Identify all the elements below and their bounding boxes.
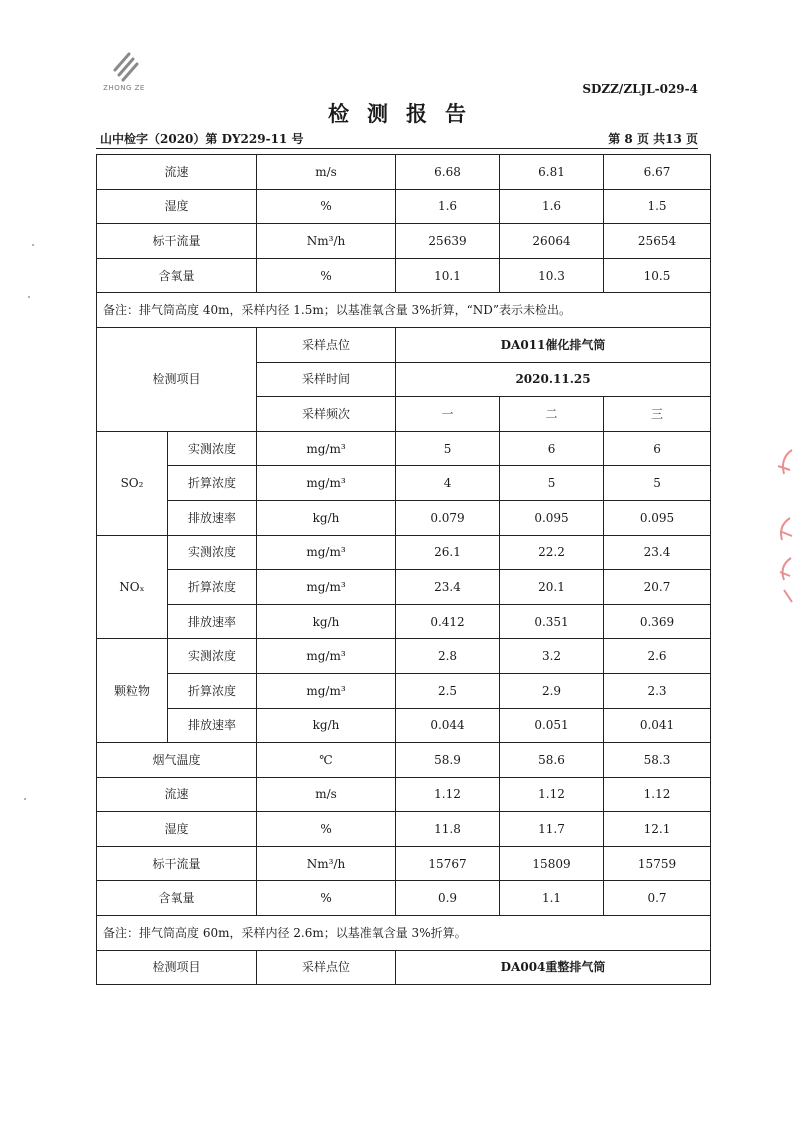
metric-name: 折算浓度 — [168, 466, 257, 501]
table-row — [97, 258, 711, 293]
param-unit: m/s — [257, 777, 396, 812]
value-cell: 26064 — [500, 224, 604, 259]
metric-name: 排放速率 — [168, 708, 257, 743]
item-header: 检测项目 — [97, 327, 257, 431]
header-rule — [96, 148, 698, 149]
metric-unit: mg/m³ — [257, 535, 396, 570]
value-cell: 3.2 — [500, 639, 604, 674]
scan-speck — [28, 296, 30, 298]
value-cell: 58.3 — [604, 743, 711, 778]
value-cell: 5 — [500, 466, 604, 501]
value-cell: 23.4 — [604, 535, 711, 570]
param-name: 流速 — [97, 777, 257, 812]
value-cell: 0.044 — [396, 708, 500, 743]
value-cell: 26.1 — [396, 535, 500, 570]
param-name: 湿度 — [97, 812, 257, 847]
value-cell: 0.051 — [500, 708, 604, 743]
value-cell: 58.9 — [396, 743, 500, 778]
value-cell: 1.1 — [500, 881, 604, 916]
table-row — [97, 673, 711, 708]
value-cell: 20.1 — [500, 570, 604, 605]
metric-unit: kg/h — [257, 500, 396, 535]
value-cell: 0.095 — [500, 500, 604, 535]
metric-name: 排放速率 — [168, 604, 257, 639]
value-cell: 6.81 — [500, 155, 604, 190]
value-cell: 10.3 — [500, 258, 604, 293]
table-note: 备注：排气筒高度 60m，采样内径 2.6m；以基准氧含量 3%折算。 — [97, 916, 711, 951]
metric-unit: mg/m³ — [257, 431, 396, 466]
table-row — [97, 708, 711, 743]
table-row — [97, 777, 711, 812]
table-row — [97, 604, 711, 639]
value-cell: 4 — [396, 466, 500, 501]
value-cell: 10.1 — [396, 258, 500, 293]
value-cell: 11.7 — [500, 812, 604, 847]
page-title: 检测报告 — [328, 101, 484, 126]
param-name: 标干流量 — [97, 224, 257, 259]
table-row — [97, 466, 711, 501]
table-row — [97, 535, 711, 570]
value-cell: 22.2 — [500, 535, 604, 570]
note-row — [97, 293, 711, 328]
value-cell: 2.5 — [396, 673, 500, 708]
value-cell: 6.67 — [604, 155, 711, 190]
value-cell: 2.6 — [604, 639, 711, 674]
scan-speck — [24, 798, 26, 800]
freq-cell: 三 — [604, 397, 711, 432]
table-row — [97, 570, 711, 605]
param-unit: ℃ — [257, 743, 396, 778]
metric-unit: mg/m³ — [257, 466, 396, 501]
pollutant-name: SO₂ — [97, 431, 168, 535]
time-label: 采样时间 — [257, 362, 396, 397]
red-seal-fragment — [770, 440, 794, 610]
metric-unit: mg/m³ — [257, 639, 396, 674]
table-row — [97, 881, 711, 916]
table-row — [97, 812, 711, 847]
metric-name: 实测浓度 — [168, 639, 257, 674]
param-unit: % — [257, 258, 396, 293]
table-row — [97, 743, 711, 778]
value-cell: 0.7 — [604, 881, 711, 916]
table-row — [97, 224, 711, 259]
value-cell: 15767 — [396, 846, 500, 881]
point-value: DA011催化排气筒 — [396, 327, 711, 362]
value-cell: 15759 — [604, 846, 711, 881]
report-number: 山中检字（2020）第 DY229-11 号 — [100, 132, 304, 146]
metric-name: 折算浓度 — [168, 570, 257, 605]
value-cell: 0.079 — [396, 500, 500, 535]
value-cell: 5 — [604, 466, 711, 501]
metric-name: 折算浓度 — [168, 673, 257, 708]
param-name: 湿度 — [97, 189, 257, 224]
page-number: 第 8 页 共13 页 — [608, 132, 698, 146]
freq-label: 采样频次 — [257, 397, 396, 432]
metric-unit: kg/h — [257, 604, 396, 639]
param-unit: Nm³/h — [257, 224, 396, 259]
document-code: SDZZ/ZLJL-029-4 — [582, 82, 698, 96]
table-row — [97, 639, 711, 674]
company-logo — [100, 48, 148, 92]
zhongze-logo-icon — [107, 48, 141, 82]
test-results-table — [96, 154, 711, 985]
param-unit: % — [257, 812, 396, 847]
table-row — [97, 950, 711, 985]
value-cell: 2.3 — [604, 673, 711, 708]
scan-speck — [32, 244, 34, 246]
value-cell: 11.8 — [396, 812, 500, 847]
value-cell: 1.6 — [396, 189, 500, 224]
metric-name: 实测浓度 — [168, 431, 257, 466]
param-name: 烟气温度 — [97, 743, 257, 778]
value-cell: 1.6 — [500, 189, 604, 224]
time-value: 2020.11.25 — [396, 362, 711, 397]
table-row — [97, 846, 711, 881]
note-row — [97, 916, 711, 951]
param-name: 含氧量 — [97, 258, 257, 293]
value-cell: 0.369 — [604, 604, 711, 639]
value-cell: 10.5 — [604, 258, 711, 293]
metric-unit: kg/h — [257, 708, 396, 743]
value-cell: 1.12 — [500, 777, 604, 812]
param-unit: m/s — [257, 155, 396, 190]
point-label: 采样点位 — [257, 950, 396, 985]
metric-name: 实测浓度 — [168, 535, 257, 570]
table-note: 备注：排气筒高度 40m，采样内径 1.5m；以基准氧含量 3%折算，“ND”表示未检出。 — [97, 293, 711, 328]
point-label: 采样点位 — [257, 327, 396, 362]
param-unit: % — [257, 881, 396, 916]
value-cell: 2.9 — [500, 673, 604, 708]
value-cell: 5 — [396, 431, 500, 466]
value-cell: 58.6 — [500, 743, 604, 778]
value-cell: 25639 — [396, 224, 500, 259]
table-row — [97, 189, 711, 224]
item-header: 检测项目 — [97, 950, 257, 985]
value-cell: 1.12 — [604, 777, 711, 812]
value-cell: 25654 — [604, 224, 711, 259]
value-cell: 20.7 — [604, 570, 711, 605]
value-cell: 0.095 — [604, 500, 711, 535]
metric-unit: mg/m³ — [257, 673, 396, 708]
table-row — [97, 500, 711, 535]
table-row — [97, 431, 711, 466]
param-name: 含氧量 — [97, 881, 257, 916]
freq-cell: 一 — [396, 397, 500, 432]
value-cell: 6.68 — [396, 155, 500, 190]
param-name: 流速 — [97, 155, 257, 190]
table-row — [97, 327, 711, 362]
value-cell: 0.041 — [604, 708, 711, 743]
pollutant-name: NOₓ — [97, 535, 168, 639]
pollutant-name: 颗粒物 — [97, 639, 168, 743]
param-name: 标干流量 — [97, 846, 257, 881]
param-unit: Nm³/h — [257, 846, 396, 881]
freq-cell: 二 — [500, 397, 604, 432]
value-cell: 23.4 — [396, 570, 500, 605]
value-cell: 2.8 — [396, 639, 500, 674]
metric-name: 排放速率 — [168, 500, 257, 535]
param-unit: % — [257, 189, 396, 224]
value-cell: 0.351 — [500, 604, 604, 639]
metric-unit: mg/m³ — [257, 570, 396, 605]
logo-text: ZHONG ZE — [103, 84, 145, 92]
table-row — [97, 155, 711, 190]
value-cell: 15809 — [500, 846, 604, 881]
value-cell: 6 — [604, 431, 711, 466]
value-cell: 0.9 — [396, 881, 500, 916]
value-cell: 1.12 — [396, 777, 500, 812]
point-value: DA004重整排气筒 — [396, 950, 711, 985]
value-cell: 6 — [500, 431, 604, 466]
value-cell: 12.1 — [604, 812, 711, 847]
value-cell: 0.412 — [396, 604, 500, 639]
value-cell: 1.5 — [604, 189, 711, 224]
